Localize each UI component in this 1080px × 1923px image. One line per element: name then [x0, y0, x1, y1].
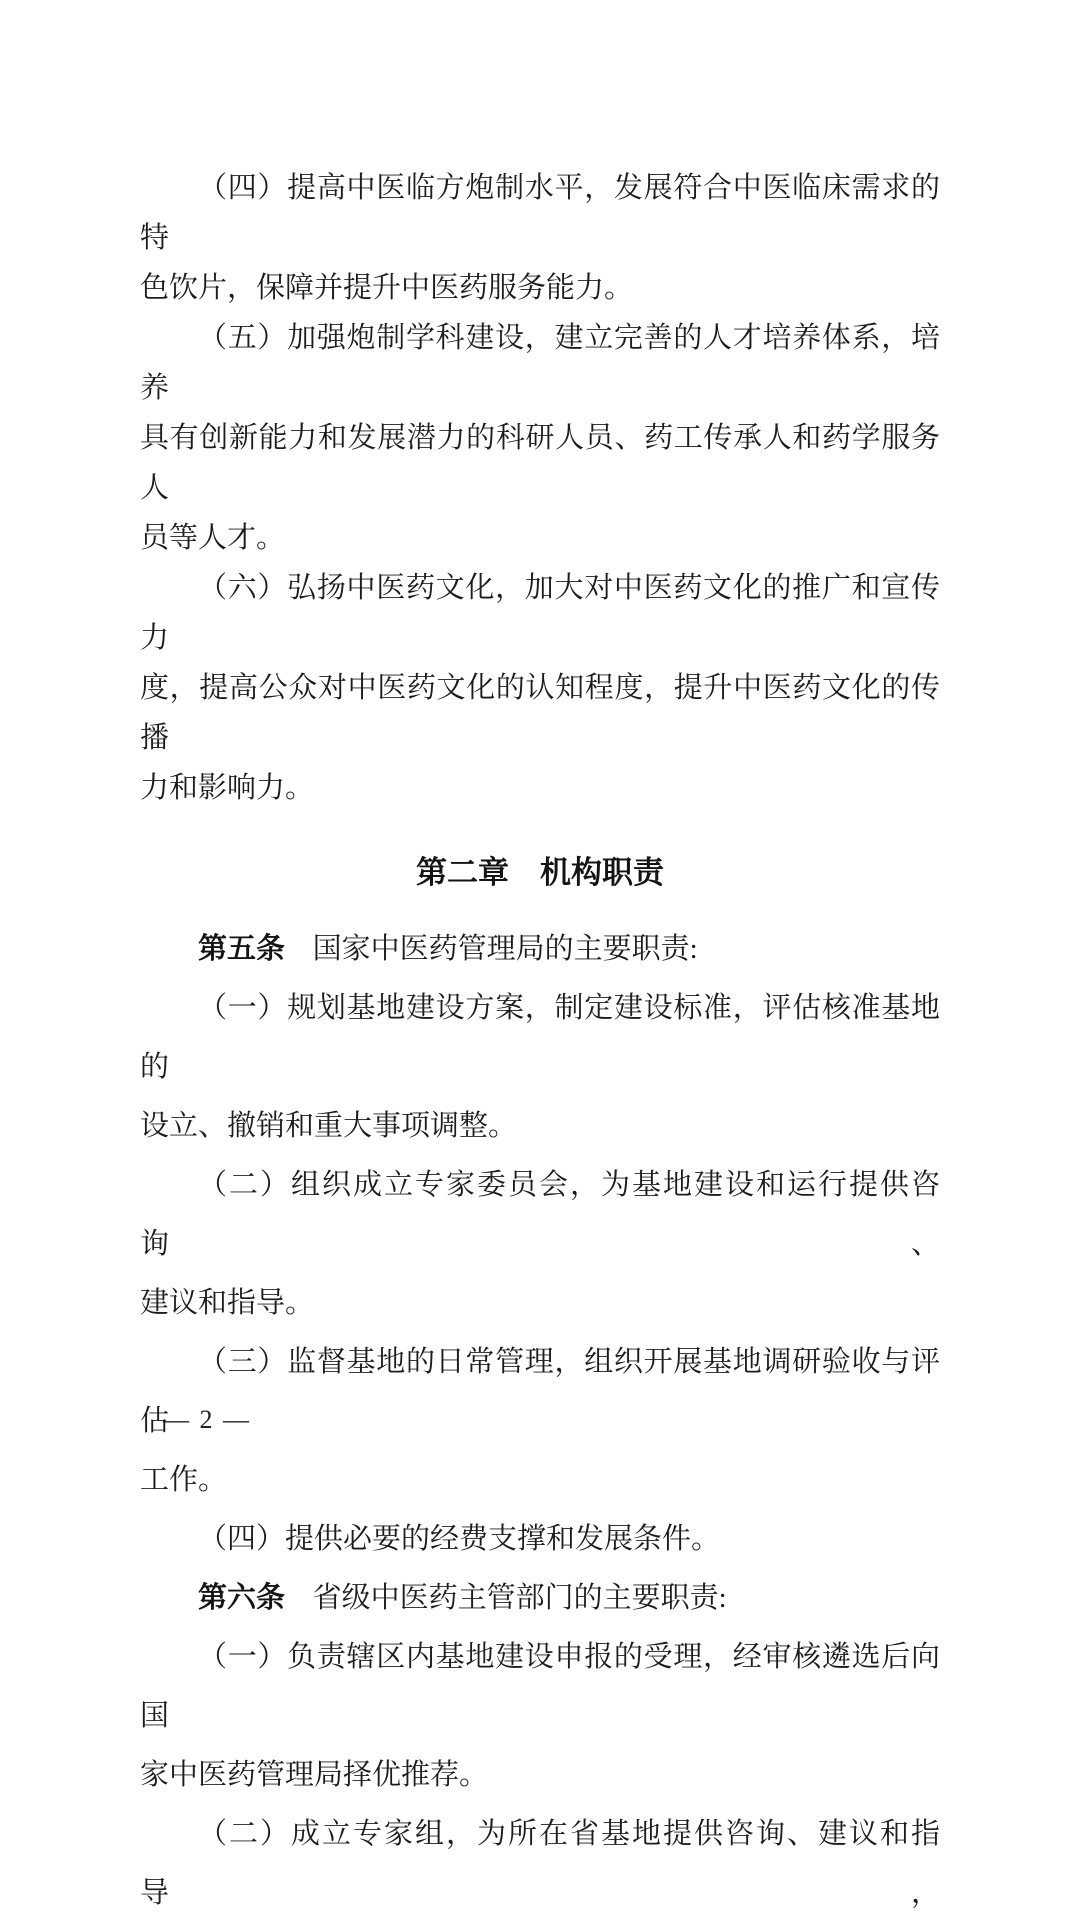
document-line: （四）提高中医临方炮制水平，发展符合中医临床需求的特 [140, 172, 940, 254]
document-line: 家中医药管理局择优推荐。 [140, 1759, 489, 1791]
document-line: 色饮片，保障并提升中医药服务能力。 [140, 272, 634, 304]
article-6-label: 第六条 [198, 1582, 286, 1614]
document-line: （一）负责辖区内基地建设申报的受理，经审核遴选后向国 [140, 1641, 940, 1732]
document-line: 工作。 [140, 1464, 228, 1496]
article-6-heading [140, 1569, 940, 1628]
article-5-label: 第五条 [198, 933, 286, 965]
document-line: 建议和指导。 [140, 1287, 315, 1319]
page-number: — 2 — [163, 1405, 251, 1434]
article-6-text: 省级中医药主管部门的主要职责: [312, 1582, 727, 1614]
document-line: （二）组织成立专家委员会，为基地建设和运行提供咨询、 [140, 1169, 940, 1260]
article-5-text: 国家中医药管理局的主要职责: [312, 933, 698, 965]
document-line: 度，提高公众对中医药文化的认知程度，提升中医药文化的传播 [140, 672, 940, 754]
article-5-heading [140, 920, 940, 979]
document-line: （三）监督基地的日常管理，组织开展基地调研验收与评估 [140, 1346, 940, 1437]
document-content [140, 163, 940, 1923]
document-line: 力和影响力。 [140, 772, 315, 804]
document-line: 员等人才。 [140, 522, 286, 554]
document-line: 具有创新能力和发展潜力的科研人员、药工传承人和药学服务人 [140, 422, 940, 504]
document-line: 设立、撤销和重大事项调整。 [140, 1110, 518, 1142]
chapter-heading [140, 848, 940, 898]
document-line: （一）规划基地建设方案，制定建设标准，评估核准基地的 [140, 992, 940, 1083]
chapter-title: 机构职责 [540, 855, 664, 890]
document-line: （六）弘扬中医药文化，加大对中医药文化的推广和宣传力 [140, 572, 940, 654]
document-line: （五）加强炮制学科建设，建立完善的人才培养体系，培养 [140, 322, 940, 404]
document-line: （四）提供必要的经费支撑和发展条件。 [198, 1523, 721, 1555]
document-line: （二）成立专家组，为所在省基地提供咨询、建议和指导， [140, 1818, 940, 1909]
chapter-number: 第二章 [416, 855, 509, 890]
